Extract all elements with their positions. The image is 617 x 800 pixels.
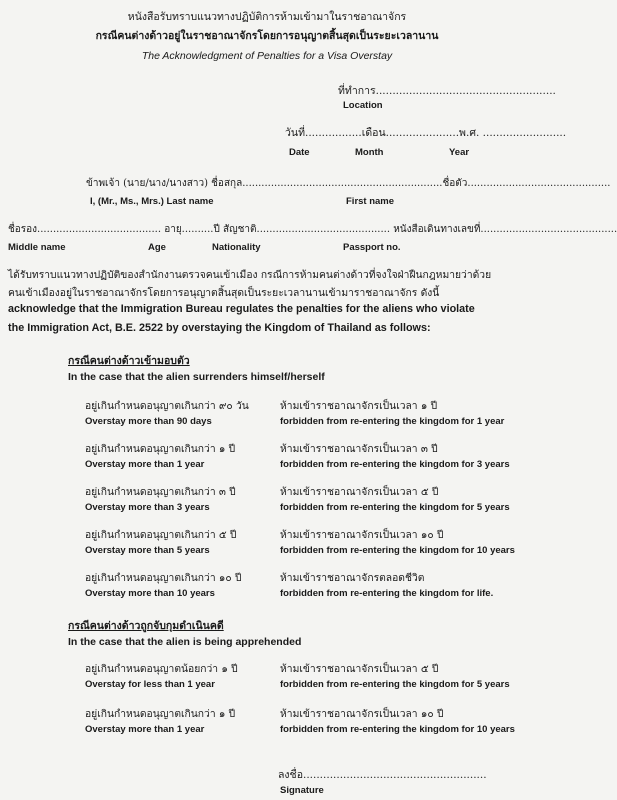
condition-english: Overstay more than 3 years: [85, 502, 210, 513]
penalty-thai: ห้ามเข้าราชอาณาจักรเป็นเวลา ๑๐ ปี: [280, 529, 444, 541]
penalty-english: forbidden from re-entering the kingdom for life.: [280, 588, 494, 599]
condition-thai: อยู่เกินกำหนดอนุญาตน้อยกว่า ๑ ปี: [85, 663, 238, 675]
condition-english: Overstay for less than 1 year: [85, 679, 215, 690]
date-month-label: Month: [355, 147, 384, 158]
date-day-label: Date: [289, 147, 310, 158]
location-label: Location: [343, 100, 383, 111]
penalty-english: forbidden from re-entering the kingdom for 1 year: [280, 416, 505, 427]
condition-english: Overstay more than 10 years: [85, 588, 215, 599]
title-english: The Acknowledgment of Penalties for a Visa Overstay: [141, 50, 393, 62]
penalty-thai: ห้ามเข้าราชอาณาจักรเป็นเวลา ๕ ปี: [280, 663, 439, 675]
section1-heading-english: In the case that the alien surrenders himself/herself: [68, 371, 325, 383]
acknowledge-thai-line-1: ได้รับทราบแนวทางปฏิบัติของสำนักงานตรวจคนเข้าเมือง กรณีการห้ามคนต่างด้าวที่จงใจฝ่าฝืนกฎหมายว่าด้วย: [8, 269, 492, 281]
condition-english: Overstay more than 1 year: [85, 724, 205, 735]
condition-thai: อยู่เกินกำหนดอนุญาตเกินกว่า ๓ ปี: [85, 486, 236, 498]
first-name-label: First name: [346, 196, 395, 207]
penalty-thai: ห้ามเข้าราชอาณาจักรเป็นเวลา ๑๐ ปี: [280, 708, 444, 720]
date-field[interactable]: วันที่.................เดือน......................พ.ศ. .........................: [285, 127, 567, 139]
condition-thai: อยู่เกินกำหนดอนุญาตเกินกว่า ๑๐ ปี: [85, 572, 242, 584]
penalty-english: forbidden from re-entering the kingdom for 10 years: [280, 545, 515, 556]
signature-field[interactable]: ลงชื่อ.......................................................: [278, 769, 487, 781]
date-year-label: Year: [449, 147, 470, 158]
age-label: Age: [148, 242, 166, 253]
condition-thai: อยู่เกินกำหนดอนุญาตเกินกว่า ๕ ปี: [85, 529, 237, 541]
acknowledge-english-line-1: acknowledge that the Immigration Bureau regulates the penalties for the aliens who violate: [8, 303, 475, 315]
section2-heading-english: In the case that the alien is being apprehended: [68, 636, 302, 648]
condition-thai: อยู่เกินกำหนดอนุญาตเกินกว่า ๙๐ วัน: [85, 400, 249, 412]
penalty-english: forbidden from re-entering the kingdom for 3 years: [280, 459, 510, 470]
section2-heading-thai: กรณีคนต่างด้าวถูกจับกุมดำเนินคดี: [68, 620, 224, 632]
condition-english: Overstay more than 90 days: [85, 416, 212, 427]
section1-heading-thai: กรณีคนต่างด้าวเข้ามอบตัว: [68, 355, 190, 367]
signature-label: Signature: [280, 785, 324, 796]
condition-thai: อยู่เกินกำหนดอนุญาตเกินกว่า ๑ ปี: [85, 443, 236, 455]
acknowledge-thai-line-2: คนเข้าเมืองอยู่ในราชอาณาจักรโดยการอนุญาตสิ้นสุดเป็นระยะเวลานานเข้ามาราชอาณาจักร ดังนี้: [8, 287, 440, 299]
penalty-thai: ห้ามเข้าราชอาณาจักรเป็นเวลา ๑ ปี: [280, 400, 438, 412]
name-field[interactable]: ข้าพเจ้า (นาย/นาง/นางสาว) ชื่อสกุล...............................................................ชื่อตัว.............................................: [86, 178, 611, 189]
location-field[interactable]: ที่ทำการ......................................................: [338, 85, 556, 97]
middle-name-label: Middle name: [8, 242, 66, 253]
condition-english: Overstay more than 1 year: [85, 459, 205, 470]
penalty-thai: ห้ามเข้าราชอาณาจักรเป็นเวลา ๕ ปี: [280, 486, 439, 498]
passport-label: Passport no.: [343, 242, 401, 253]
title-thai-line-1: หนังสือรับทราบแนวทางปฏิบัติการห้ามเข้ามาในราชอาณาจักร: [127, 11, 407, 23]
penalty-thai: ห้ามเข้าราชอาณาจักรตลอดชีวิต: [280, 572, 425, 584]
penalty-thai: ห้ามเข้าราชอาณาจักรเป็นเวลา ๓ ปี: [280, 443, 438, 455]
nationality-label: Nationality: [212, 242, 261, 253]
penalty-english: forbidden from re-entering the kingdom for 5 years: [280, 502, 510, 513]
title-thai-line-2: กรณีคนต่างด้าวอยู่ในราชอาณาจักรโดยการอนุญาตสิ้นสุดเป็นระยะเวลานาน: [95, 30, 439, 42]
condition-thai: อยู่เกินกำหนดอนุญาตเกินกว่า ๑ ปี: [85, 708, 236, 720]
condition-english: Overstay more than 5 years: [85, 545, 210, 556]
acknowledge-english-line-2: the Immigration Act, B.E. 2522 by overstaying the Kingdom of Thailand as follows:: [8, 322, 431, 334]
penalty-english: forbidden from re-entering the kingdom for 10 years: [280, 724, 515, 735]
penalty-english: forbidden from re-entering the kingdom for 5 years: [280, 679, 510, 690]
last-name-label: I, (Mr., Ms., Mrs.) Last name: [90, 196, 214, 207]
details-field[interactable]: ชื่อรอง....................................... อายุ..........ปี สัญชาติ.......................................... หนังสือเดินทางเลขที่...........................................: [8, 224, 617, 235]
